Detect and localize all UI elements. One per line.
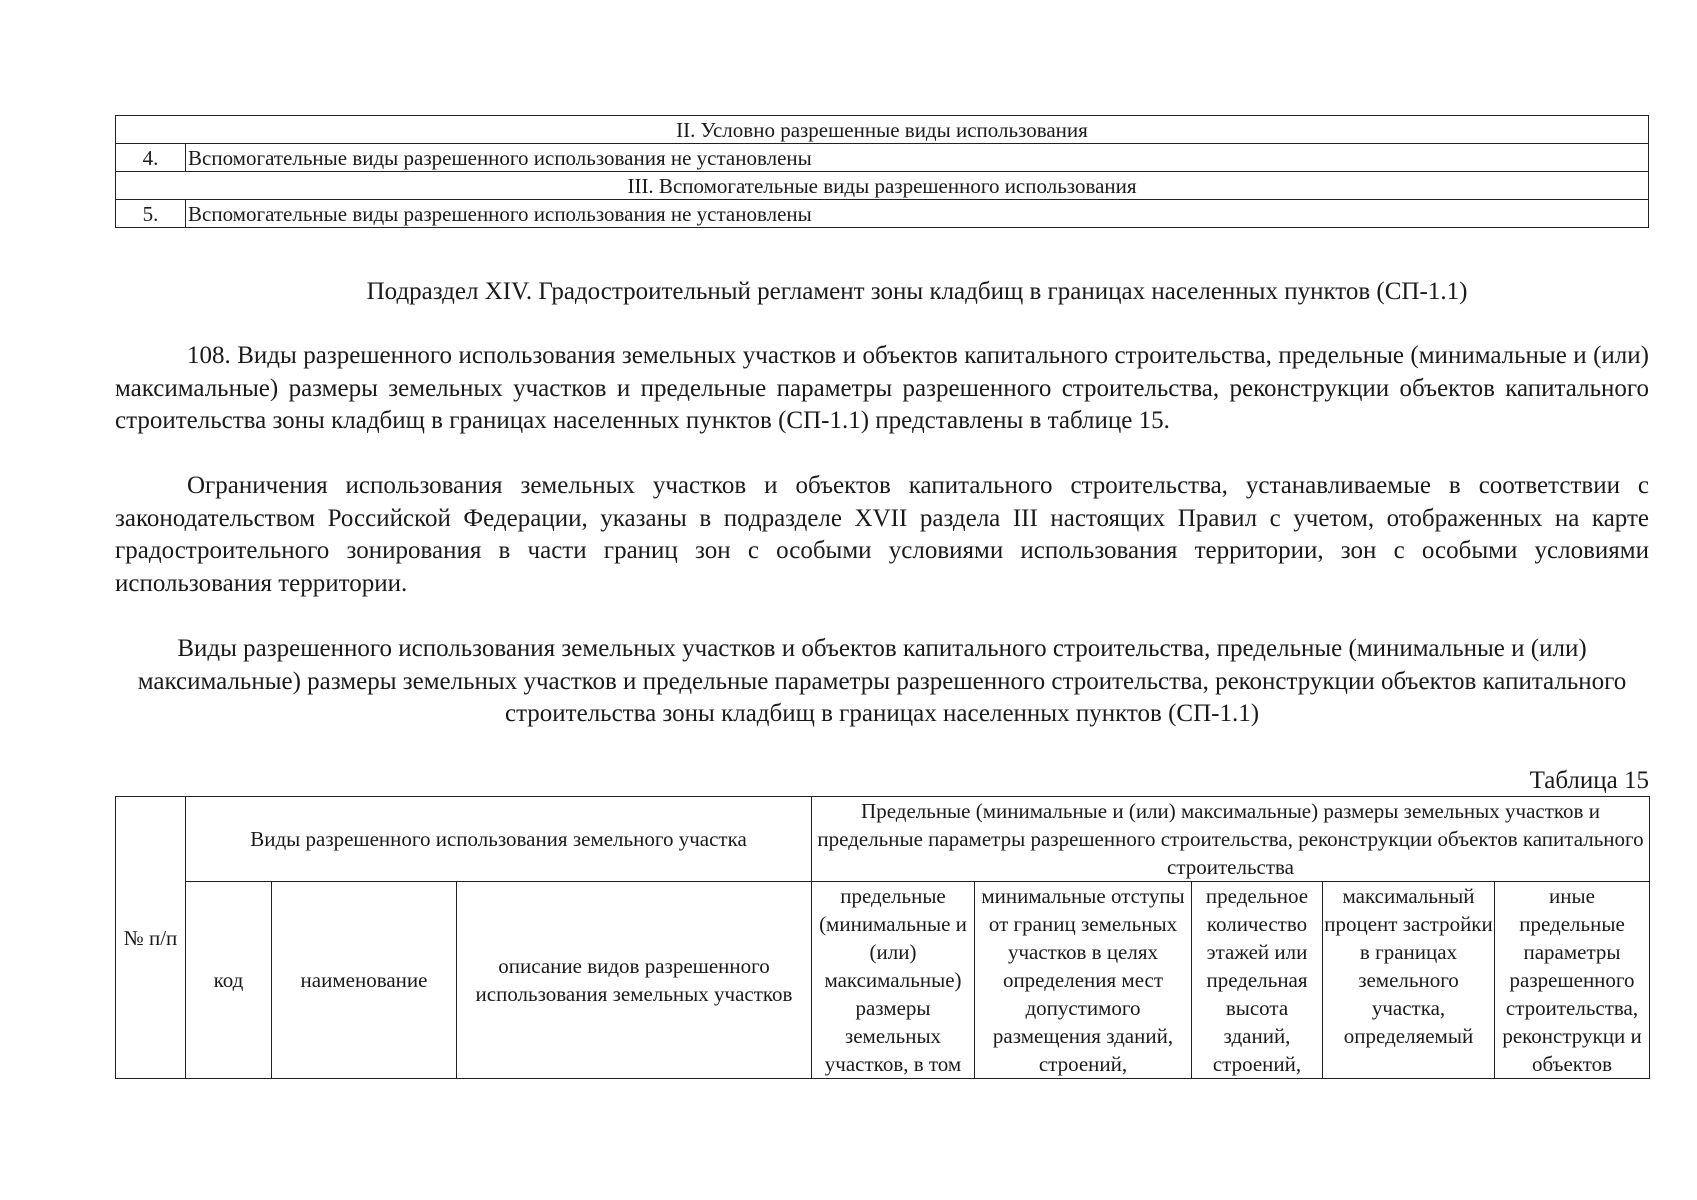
row-text: Вспомогательные виды разрешенного использования не установлены [186, 144, 1649, 172]
header-setbacks [975, 882, 1192, 1079]
header-plot-size [812, 882, 975, 1079]
header-code: код [186, 882, 272, 1079]
header-description: описание видов разрешенного использования земельных участков [457, 882, 812, 1079]
section-header-conditional: II. Условно разрешенные виды использования [116, 116, 1649, 144]
section-header-auxiliary: III. Вспомогательные виды разрешенного использования [116, 172, 1649, 200]
header-uses-group: Виды разрешенного использования земельного участка [186, 797, 812, 882]
header-coverage-text: максимальный процент застройки в границах земельного участка, определяемый [1324, 884, 1493, 1048]
top-table [115, 115, 1649, 228]
row-number: 5. [116, 200, 186, 228]
row-number: 4. [116, 144, 186, 172]
header-name: наименование [272, 882, 457, 1079]
table-row [116, 200, 1649, 228]
paragraph-restrictions: Ограничения использования земельных участков и объектов капитального строительства, устанавливаемые в соответствии с законодательством Российской Федерации, указаны в подразделе XVII раздела III настоящих Правил с учетом, отображенных на карте градостроительного зонирования в части границ зон с особыми условиями использования территории, зон с особыми условиями использования территории. [115, 472, 1649, 597]
header-coverage [1323, 882, 1495, 1079]
paragraph-108: 108. Виды разрешенного использования земельных участков и объектов капитального строительства, предельные (минимальные и (или) максимальные) размеры земельных участков и предельные параметры разрешенного строительства, реконструкции объектов капитального строительства зоны кладбищ в границах населенных пунктов (СП-1.1) представлены в таблице 15. [115, 342, 1649, 434]
header-limits-group: Предельные (минимальные и (или) максимальные) размеры земельных участков и предельные параметры разрешенного строительства, реконструкции объектов капитального строительства [812, 797, 1650, 882]
header-plot-size-text: предельные (минимальные и (или) максимальные) размеры земельных участков, в том [819, 884, 967, 1076]
table-title: Виды разрешенного использования земельных участков и объектов капитального строительства, предельные (минимальные и (или) максимальные) размеры земельных участков и предельные параметры разрешенного строительства, реконструкции объектов капитального строительства зоны кладбищ в границах населенных пунктов (СП-1.1) [137, 635, 1627, 727]
subsection-title: Подраздел XIV. Градостроительный регламент зоны кладбищ в границах населенных пунктов (СП-1.1) [366, 278, 1468, 305]
table-label: Таблица 15 [1529, 767, 1649, 794]
table-15 [115, 796, 1650, 1079]
header-setbacks-text: минимальные отступы от границ земельных участков в целях определения мест допустимого размещения зданий, строений, [981, 884, 1185, 1076]
header-floors [1192, 882, 1323, 1079]
header-other-params-text: иные предельные параметры разрешенного строительства, реконструкци и объектов [1502, 884, 1642, 1076]
table-section-header [116, 116, 1649, 144]
header-other-params [1495, 882, 1650, 1079]
table-row [116, 144, 1649, 172]
row-text: Вспомогательные виды разрешенного использования не установлены [186, 200, 1649, 228]
header-number: № п/п [116, 797, 186, 1079]
table-section-header [116, 172, 1649, 200]
header-floors-text: предельное количество этажей или предельная высота зданий, строений, [1205, 884, 1309, 1076]
